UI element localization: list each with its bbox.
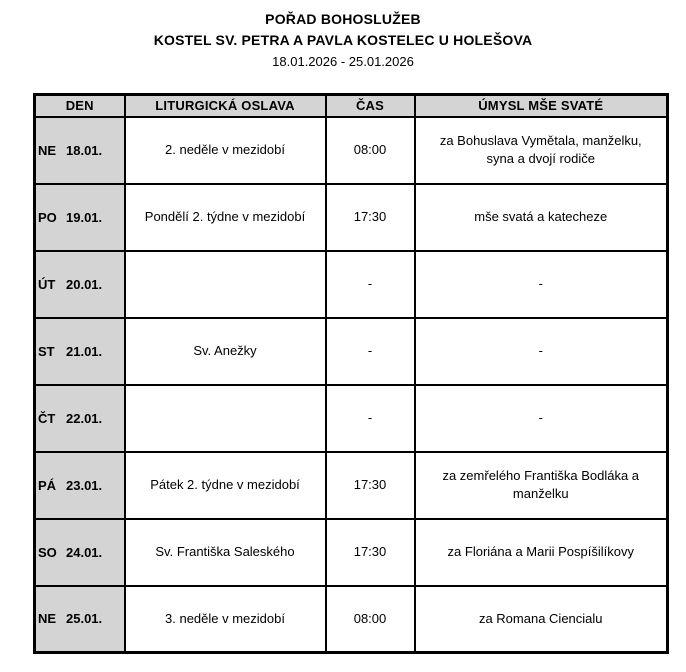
column-header-liturgicka-oslava: LITURGICKÁ OSLAVA — [125, 95, 326, 117]
intention-cell: za Bohuslava Vymětala, manželku, syna a dvojí rodiče — [415, 117, 668, 184]
day-date: 22.01. — [66, 410, 103, 426]
header-row — [35, 95, 668, 117]
day-cell — [35, 452, 125, 519]
day-abbr: NE — [38, 142, 57, 158]
day-cell — [35, 586, 125, 653]
day-abbr: NE — [38, 611, 57, 627]
day-cell — [35, 519, 125, 586]
day-date: 19.01. — [66, 209, 103, 225]
day-cell — [35, 251, 125, 318]
day-cell — [35, 385, 125, 452]
intention-cell: - — [415, 251, 668, 318]
schedule-table — [33, 93, 669, 654]
table-row — [35, 184, 668, 251]
celebration-cell: Pátek 2. týdne v mezidobí — [125, 452, 326, 519]
time-cell: - — [326, 385, 415, 452]
document-header — [0, 0, 686, 72]
time-cell: 17:30 — [326, 519, 415, 586]
day-cell — [35, 117, 125, 184]
day-date: 24.01. — [66, 544, 103, 560]
time-cell: - — [326, 318, 415, 385]
celebration-cell: 2. neděle v mezidobí — [125, 117, 326, 184]
day-cell — [35, 184, 125, 251]
day-abbr: ST — [38, 343, 55, 359]
day-abbr: ÚT — [38, 276, 56, 292]
table-row — [35, 117, 668, 184]
intention-cell: za Romana Ciencialu — [415, 586, 668, 653]
celebration-cell: Pondělí 2. týdne v mezidobí — [125, 184, 326, 251]
column-header-den: DEN — [35, 95, 125, 117]
intention-cell: mše svatá a katecheze — [415, 184, 668, 251]
intention-cell: - — [415, 318, 668, 385]
day-date: 18.01. — [66, 142, 103, 158]
time-cell: - — [326, 251, 415, 318]
time-cell: 17:30 — [326, 452, 415, 519]
celebration-cell — [125, 385, 326, 452]
day-date: 21.01. — [66, 343, 103, 359]
day-cell — [35, 318, 125, 385]
column-header-umysl: ÚMYSL MŠE SVATÉ — [415, 95, 668, 117]
day-date: 20.01. — [66, 276, 103, 292]
page-title: POŘAD BOHOSLUŽEB — [265, 11, 421, 27]
celebration-cell: Sv. Františka Saleského — [125, 519, 326, 586]
table-row — [35, 251, 668, 318]
time-cell: 08:00 — [326, 586, 415, 653]
time-cell: 17:30 — [326, 184, 415, 251]
celebration-cell: 3. neděle v mezidobí — [125, 586, 326, 653]
celebration-cell — [125, 251, 326, 318]
day-date: 25.01. — [66, 611, 103, 627]
intention-cell: za zemřelého Františka Bodláka a manželku — [415, 452, 668, 519]
church-subtitle: KOSTEL SV. PETRA A PAVLA KOSTELEC U HOLEŠOVA — [153, 32, 533, 48]
day-abbr: SO — [38, 544, 57, 560]
intention-cell: - — [415, 385, 668, 452]
intention-cell: za Floriána a Marii Pospíšilíkovy — [415, 519, 668, 586]
day-date: 23.01. — [66, 477, 103, 493]
table-row — [35, 586, 668, 653]
column-header-cas: ČAS — [326, 95, 415, 117]
table-row — [35, 452, 668, 519]
date-range: 18.01.2026 - 25.01.2026 — [272, 54, 414, 69]
day-abbr: PÁ — [38, 477, 57, 493]
schedule-table-header — [35, 95, 668, 117]
day-abbr: ČT — [38, 410, 56, 426]
time-cell: 08:00 — [326, 117, 415, 184]
table-row — [35, 385, 668, 452]
table-row — [35, 318, 668, 385]
table-row — [35, 519, 668, 586]
celebration-cell: Sv. Anežky — [125, 318, 326, 385]
day-abbr: PO — [38, 209, 57, 225]
schedule-body — [35, 117, 668, 653]
